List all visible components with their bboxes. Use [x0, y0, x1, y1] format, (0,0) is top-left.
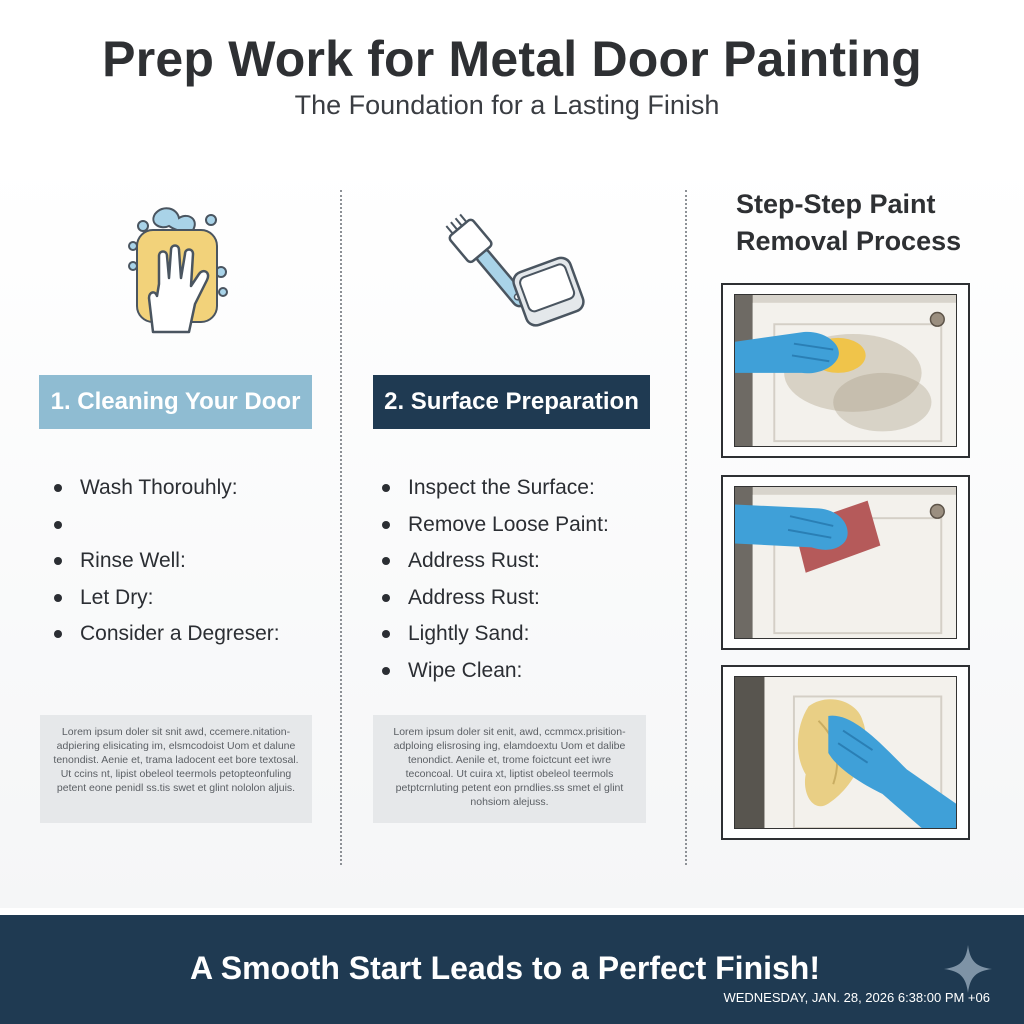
section-header-cleaning: 1. Cleaning Your Door	[39, 375, 312, 429]
column-divider	[340, 190, 342, 865]
footer-slogan: A Smooth Start Leads to a Perfect Finish!	[189, 950, 820, 986]
list-item	[54, 513, 280, 550]
surface-prep-list	[382, 476, 609, 695]
washing-hand-sponge-icon	[125, 200, 235, 345]
list-item: Address Rust:	[382, 586, 609, 623]
list-item: Address Rust:	[382, 549, 609, 586]
timestamp: WEDNESDAY, JAN. 28, 2026 6:38:00 PM +06	[723, 990, 990, 1005]
removal-process-title: Step-Step Paint Removal Process	[736, 189, 962, 256]
sanding-photo	[721, 475, 970, 650]
cleaning-list	[54, 476, 280, 659]
sponge-cleaning-photo	[721, 283, 970, 458]
cleaning-note: Lorem ipsum doler sit snit awd, ccemere.nitation- adpiering elisicating im, elsmcodoist Uom et dalune tenondist. Aenie et, trama ladocent eet bore textosal. Ut ccins nt, lipist obeleol teermols petopteonfuling petent eone penidl ss.tis swet et glint nololon aljuis.	[40, 715, 312, 823]
page-title: Prep Work for Metal Door Painting	[102, 31, 922, 87]
page-subtitle: The Foundation for a Lasting Finish	[294, 90, 720, 120]
footer-banner	[0, 915, 1024, 1024]
list-item: Lightly Sand:	[382, 622, 609, 659]
surface-prep-note: Lorem ipsum doler sit enit, awd, ccmmcx.prisition- adploing elisrosing ing, elamdoextu Uom et dalibe tenondict. Aenile et, trome foictcunt eet iwre teconcoal. Ut cuira xt, liptist obeleol teermols petptcrnluting petent eon prndlies.ss smet el glint nohsiom alejuss.	[373, 715, 646, 823]
brush-and-scraper-icon	[440, 205, 590, 340]
list-item: Consider a Degreser:	[54, 622, 280, 659]
list-item: Wash Thorouhly:	[54, 476, 280, 513]
list-item: Inspect the Surface:	[382, 476, 609, 513]
list-item: Rinse Well:	[54, 549, 280, 586]
list-item: Wipe Clean:	[382, 659, 609, 696]
sparkle-icon	[942, 943, 994, 1000]
list-item: Let Dry:	[54, 586, 280, 623]
column-divider	[685, 190, 687, 865]
list-item: Remove Loose Paint:	[382, 513, 609, 550]
wiping-cloth-photo	[721, 665, 970, 840]
section-header-surface-prep: 2. Surface Preparation	[373, 375, 650, 429]
